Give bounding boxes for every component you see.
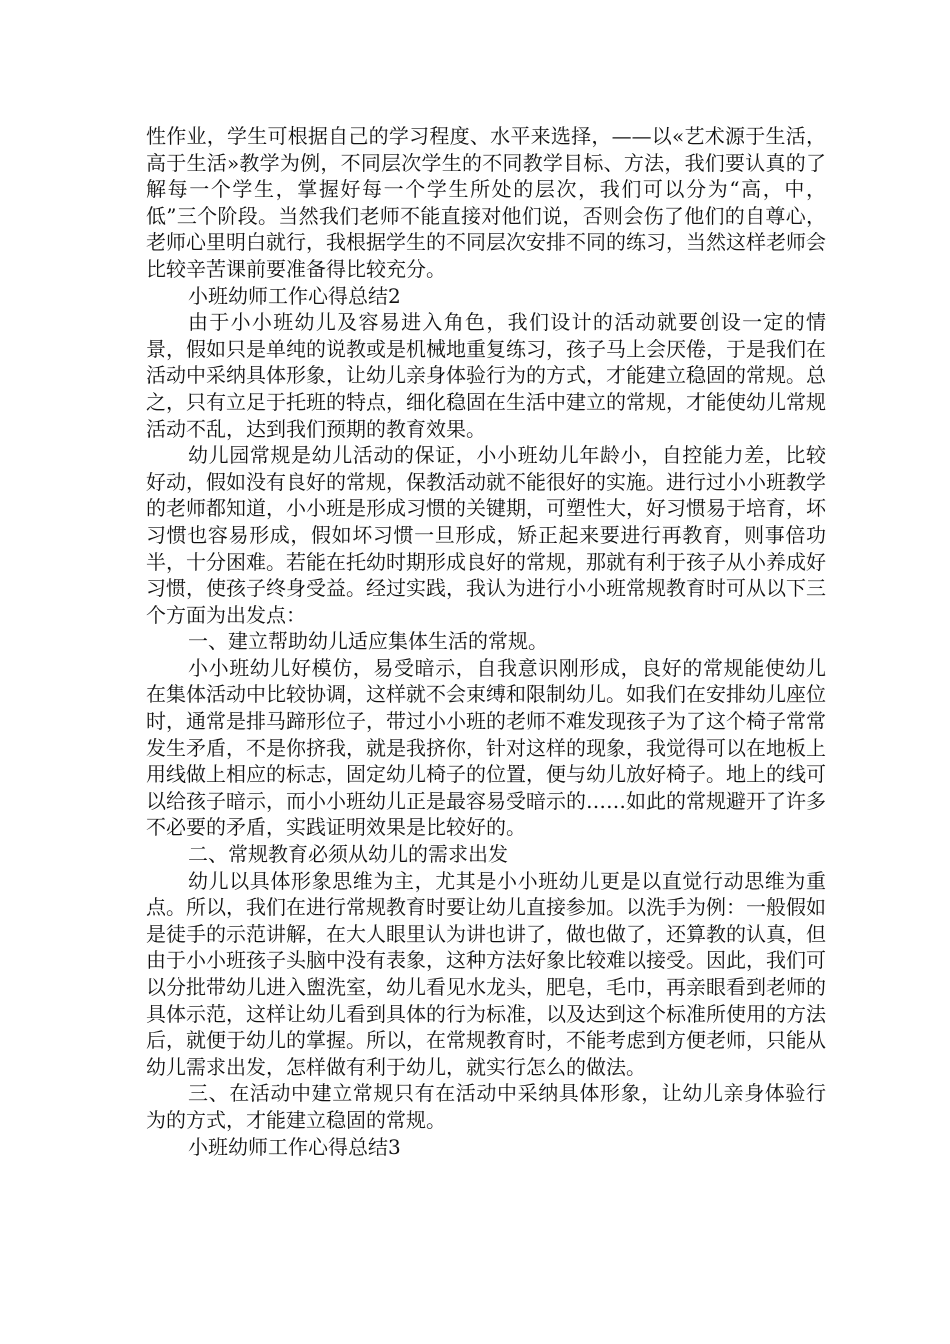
paragraph: 小小班幼儿好模仿，易受暗示，自我意识刚形成，良好的常规能使幼儿在集体活动中比较协调，这样就不会束缚和限制幼儿。如我们在安排幼儿座位时，通常是排马蹄形位子，带过小小班的老师不难发现孩子为了这个椅子常常发生矛盾，不是你挤我，就是我挤你，针对这样的现象，我觉得可以在地板上用线做上相应的标志，固定幼儿椅子的位置，便与幼儿放好椅子。地上的线可以给孩子暗示，而小小班幼儿正是最容易受暗示的……如此的常规避开了许多不必要的矛盾，实践证明效果是比较好的。 [146, 655, 826, 840]
paragraph: 幼儿以具体形象思维为主，尤其是小小班幼儿更是以直觉行动思维为重点。所以，我们在进行常规教育时要让幼儿直接参加。以洗手为例：一般假如是徒手的示范讲解，在大人眼里认为讲也讲了，做也做了，还算教的认真，但由于小小班孩子头脑中没有表象，这种方法好象比较难以接受。因此，我们可以分批带幼儿进入盥洗室，幼儿看见水龙头，肥皂，毛巾，再亲眼看到老师的具体示范，这样让幼儿看到具体的行为标准，以及达到这个标准所使用的方法后，就便于幼儿的掌握。所以，在常规教育时，不能考虑到方便老师，只能从幼儿需求出发，怎样做有利于幼儿，就实行怎么的做法。 [146, 868, 826, 1079]
paragraph: 幼儿园常规是幼儿活动的保证，小小班幼儿年龄小，自控能力差，比较好动，假如没有良好的常规，保教活动就不能很好的实施。进行过小小班教学的老师都知道，小小班是形成习惯的关键期，可塑性大，好习惯易于培育，坏习惯也容易形成，假如坏习惯一旦形成，矫正起来要进行再教育，则事倍功半，十分困难。若能在托幼时期形成良好的常规，那就有利于孩子从小养成好习惯，使孩子终身受益。经过实践，我认为进行小小班常规教育时可从以下三个方面为出发点： [146, 443, 826, 627]
subheading-1: 一、建立帮助幼儿适应集体生活的常规。 [188, 629, 548, 654]
section-heading-2: 小班幼师工作心得总结2 [188, 283, 401, 308]
paragraph-continued: 性作业，学生可根据自己的学习程度、水平来选择，——以«艺术源于生活，高于生活»教学为例，不同层次学生的不同教学目标、方法，我们要认真的了解每一个学生，掌握好每一个学生所处的层次，我们可以分为“高，中，低”三个阶段。当然我们老师不能直接对他们说，否则会伤了他们的自尊心，老师心里明白就行，我根据学生的不同层次安排不同的练习，当然这样老师会比较辛苦课前要准备得比较充分。 [146, 124, 826, 281]
subheading-3: 三、在活动中建立常规只有在活动中采纳具体形象，让幼儿亲身体验行为的方式，才能建立稳固的常规。 [146, 1081, 826, 1132]
document-page [146, 123, 826, 1160]
paragraph: 由于小小班幼儿及容易进入角色，我们设计的活动就要创设一定的情景，假如只是单纯的说教或是机械地重复练习，孩子马上会厌倦，于是我们在活动中采纳具体形象，让幼儿亲身体验行为的方式，才能建立稳固的常规。总之，只有立足于托班的特点，细化稳固在生活中建立的常规，才能使幼儿常规活动不乱，达到我们预期的教育效果。 [146, 310, 826, 441]
section-heading-3: 小班幼师工作心得总结3 [188, 1134, 401, 1159]
subheading-2: 二、常规教育必须从幼儿的需求出发 [188, 842, 508, 867]
